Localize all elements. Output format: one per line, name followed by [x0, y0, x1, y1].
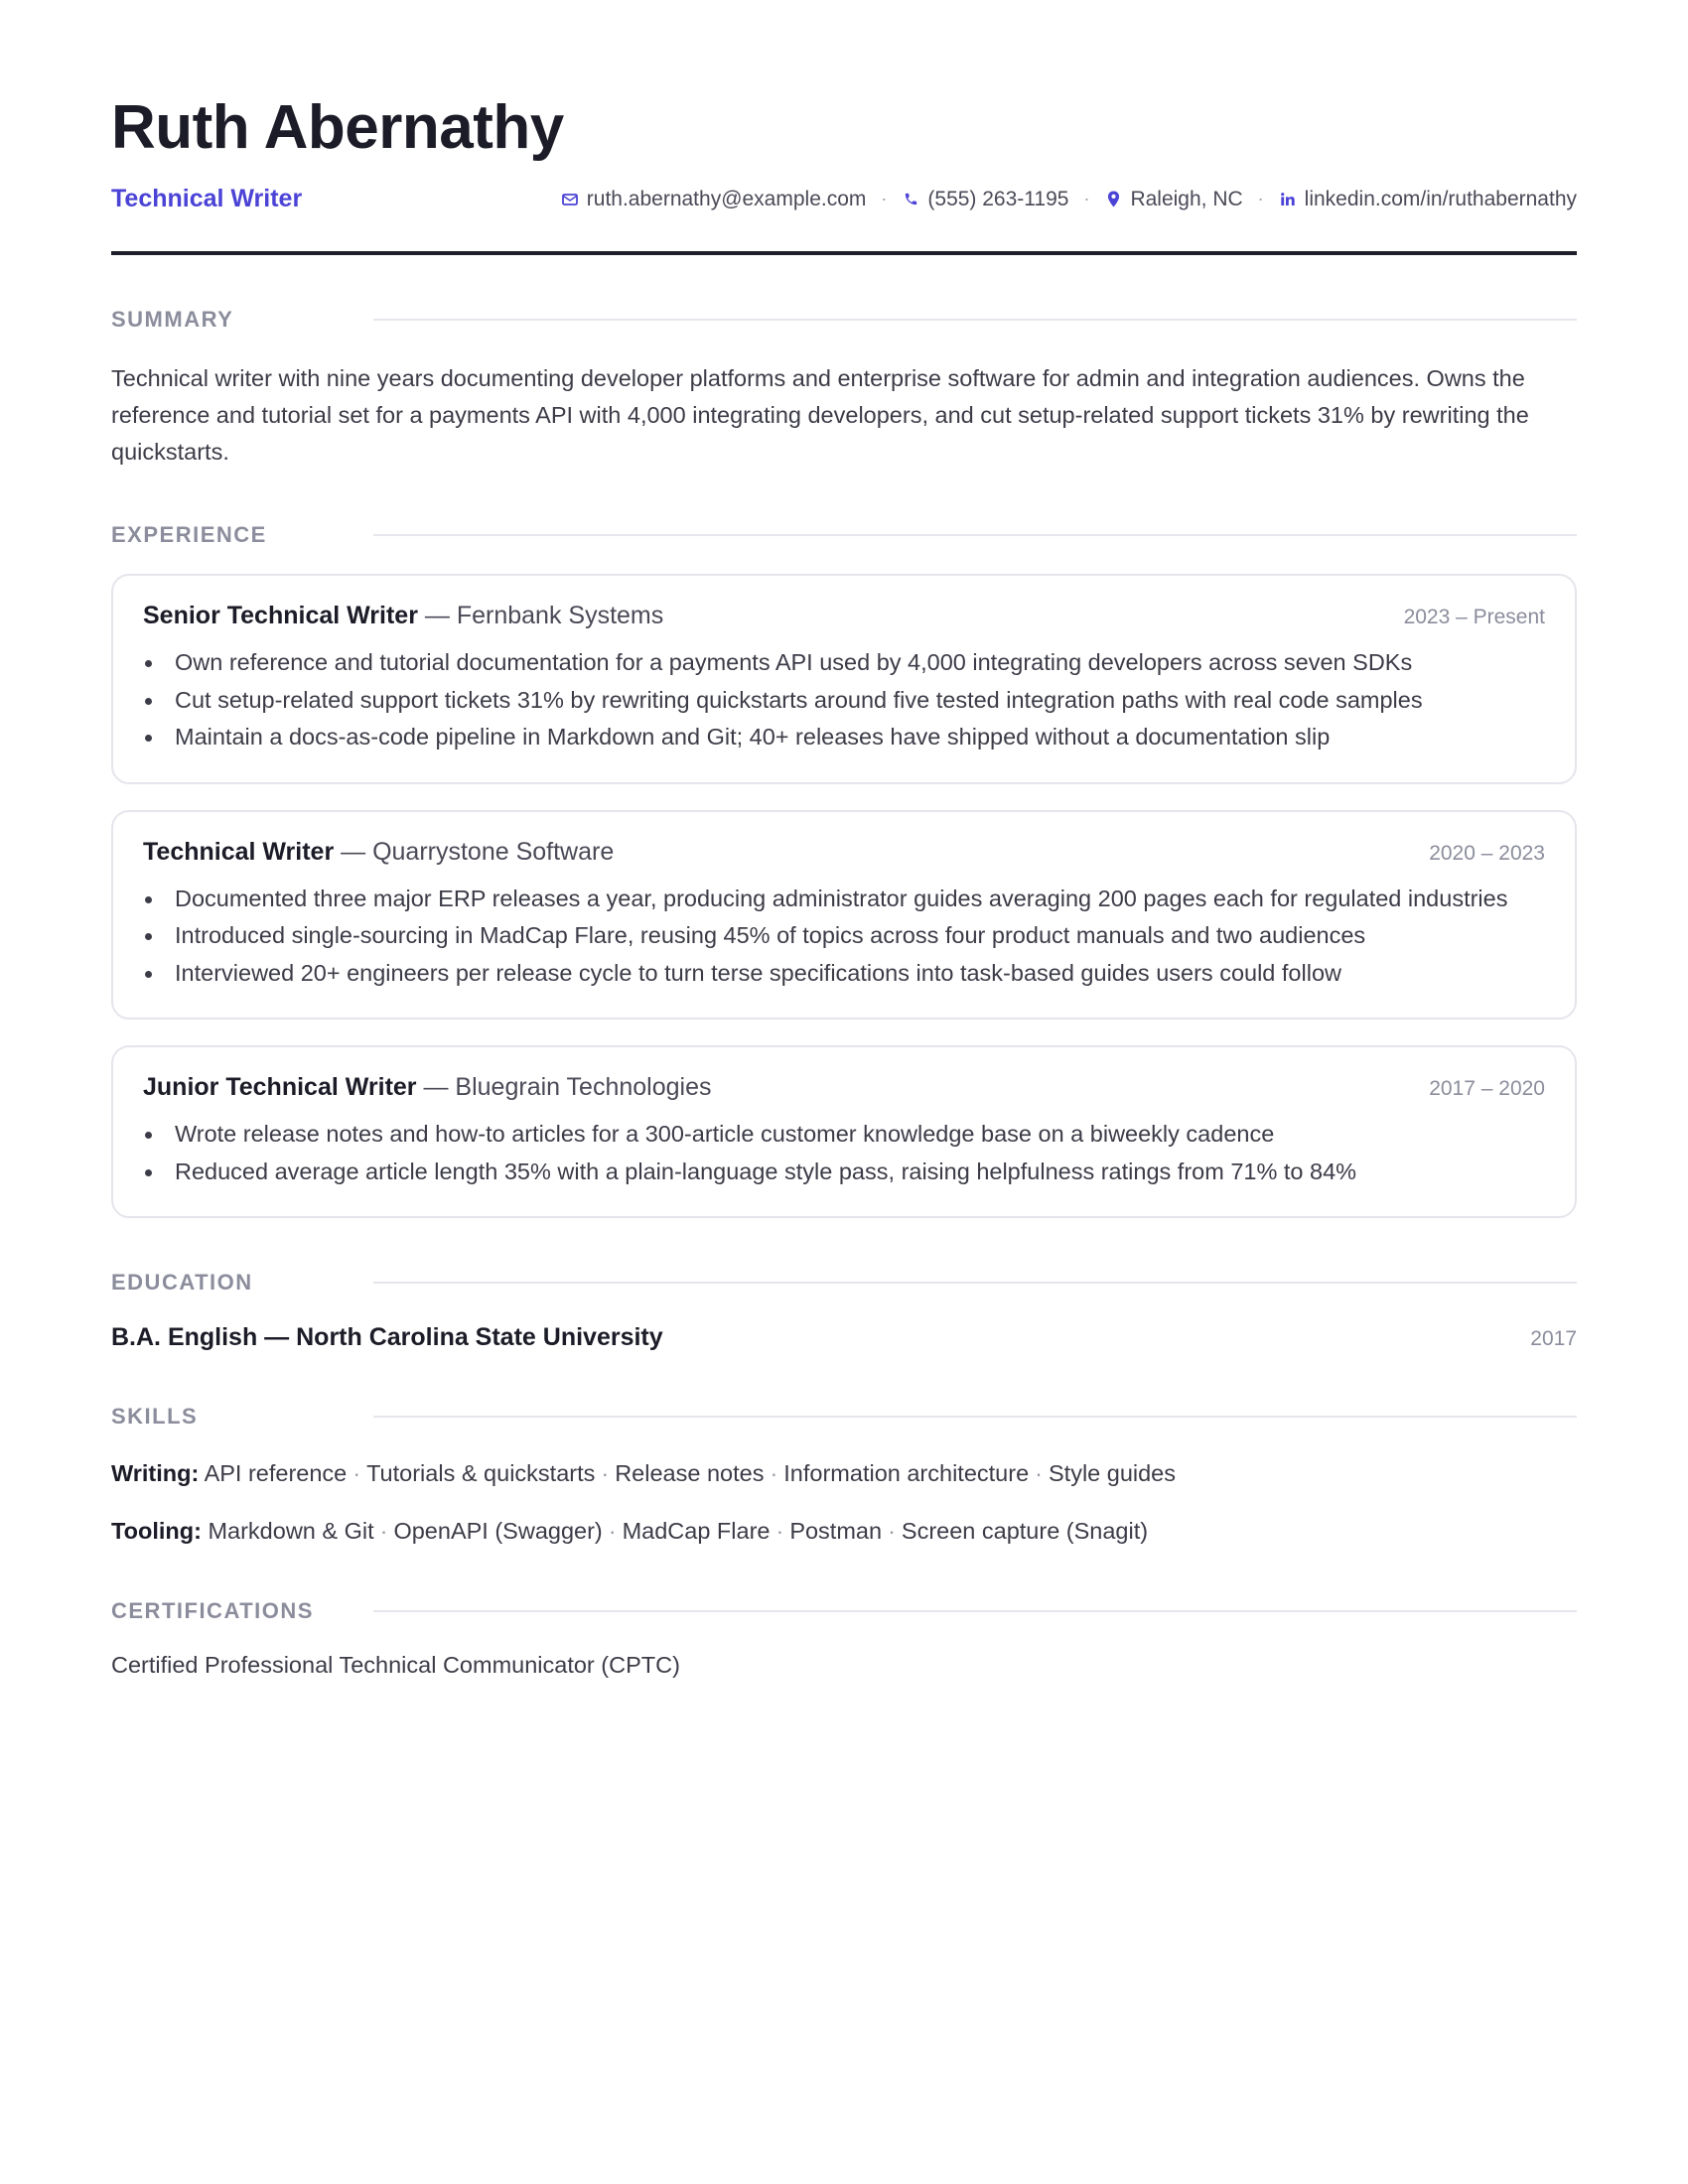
- job-header: [143, 1073, 1545, 1102]
- job-dates: 2020 – 2023: [1429, 841, 1545, 865]
- contact-linkedin-text: linkedin.com/in/ruthabernathy: [1304, 187, 1577, 210]
- job-bullets: [143, 644, 1545, 756]
- job-bullets: [143, 881, 1545, 993]
- contact-phone-text: (555) 263-1195: [927, 187, 1069, 210]
- contact-linkedin[interactable]: [1279, 188, 1577, 211]
- skills-tooling-row: [111, 1515, 1577, 1547]
- separator-dot: ·: [1257, 189, 1264, 208]
- list-item: Reduced average article length 35% with a plain-language style pass, raising helpfulness ratings from 71% to 84%: [143, 1154, 1545, 1191]
- section-experience-header: [111, 522, 1577, 548]
- education-degree: B.A. English — North Carolina State University: [111, 1323, 663, 1351]
- skills-tooling-label: Tooling:: [111, 1518, 202, 1544]
- section-title: SKILLS: [111, 1404, 199, 1429]
- contact-list: [561, 188, 1577, 211]
- page-title: Ruth Abernathy: [111, 93, 564, 162]
- education-year: 2017: [1530, 1327, 1577, 1350]
- separator-dot: ·: [601, 1460, 610, 1486]
- skill-item: Tutorials & quickstarts: [366, 1460, 596, 1486]
- list-item: Introduced single-sourcing in MadCap Flare, reusing 45% of topics across four product manuals and two audiences: [143, 917, 1545, 955]
- section-title: CERTIFICATIONS: [111, 1598, 314, 1623]
- job-bullets: [143, 1116, 1545, 1190]
- separator-dot: ·: [608, 1518, 617, 1544]
- experience-list: [111, 574, 1577, 1218]
- job-title: Senior Technical Writer: [143, 602, 418, 629]
- separator-dot: ·: [770, 1460, 778, 1486]
- contact-phone[interactable]: [902, 188, 1068, 211]
- skills-writing-row: [111, 1457, 1577, 1489]
- job-company: — Fernbank Systems: [417, 602, 664, 629]
- job-title-line: [143, 602, 663, 630]
- job-dates: 2017 – 2020: [1429, 1077, 1545, 1100]
- mail-icon: [561, 191, 579, 208]
- list-item: Own reference and tutorial documentation for a payments API used by 4,000 integrating developers across seven SDKs: [143, 644, 1545, 682]
- job-card: [111, 810, 1577, 1021]
- section-divider: [373, 1610, 1577, 1612]
- skill-item: Screen capture (Snagit): [901, 1518, 1149, 1544]
- skill-item: Release notes: [615, 1460, 765, 1486]
- job-company: — Quarrystone Software: [334, 837, 615, 866]
- skill-item: MadCap Flare: [622, 1518, 771, 1544]
- education-row: [111, 1323, 1577, 1352]
- linkedin-icon: [1279, 191, 1297, 208]
- skill-item: Style guides: [1048, 1460, 1177, 1486]
- certification-item: Certified Professional Technical Communicator (CPTC): [111, 1652, 680, 1678]
- separator-dot: ·: [775, 1518, 784, 1544]
- header-divider: [111, 251, 1577, 255]
- section-education-header: [111, 1270, 1577, 1296]
- summary-text: Technical writer with nine years documenting developer platforms and enterprise software for admin and integration audiences. Owns the reference and tutorial set for a payments API with 4,000 integrating developers, and cut setup-related support tickets 31% by rewriting the quickstarts.: [111, 365, 1529, 465]
- job-title-line: [143, 838, 614, 867]
- section-divider: [373, 1416, 1577, 1418]
- contact-location: [1104, 188, 1242, 211]
- skill-item: Markdown & Git: [208, 1518, 374, 1544]
- list-item: Cut setup-related support tickets 31% by rewriting quickstarts around five tested integration paths with real code samples: [143, 682, 1545, 720]
- phone-icon: [902, 191, 919, 208]
- section-title: EXPERIENCE: [111, 522, 267, 547]
- map-pin-icon: [1104, 191, 1122, 208]
- job-header: [143, 602, 1545, 630]
- section-divider: [373, 534, 1577, 536]
- section-certifications-header: [111, 1598, 1577, 1624]
- skill-item: Postman: [789, 1518, 883, 1544]
- header-row: [111, 185, 1577, 213]
- skill-item: OpenAPI (Swagger): [393, 1518, 603, 1544]
- separator-dot: ·: [881, 189, 888, 208]
- section-summary-header: [111, 307, 1577, 333]
- section-divider: [373, 1282, 1577, 1284]
- list-item: Interviewed 20+ engineers per release cycle to turn terse specifications into task-based guides users could follow: [143, 955, 1545, 993]
- separator-dot: ·: [888, 1518, 896, 1544]
- contact-email-text: ruth.abernathy@example.com: [586, 187, 867, 210]
- job-card: [111, 1045, 1577, 1218]
- separator-dot: ·: [1035, 1460, 1043, 1486]
- job-title-line: [143, 1073, 711, 1102]
- section-skills-header: [111, 1404, 1577, 1430]
- contact-email[interactable]: [561, 188, 867, 211]
- job-dates: 2023 – Present: [1403, 606, 1545, 628]
- separator-dot: ·: [352, 1460, 361, 1486]
- list-item: Maintain a docs-as-code pipeline in Markdown and Git; 40+ releases have shipped without a documentation slip: [143, 719, 1545, 756]
- job-title: Junior Technical Writer: [143, 1073, 417, 1101]
- job-card: [111, 574, 1577, 784]
- role-title: Technical Writer: [111, 185, 303, 212]
- section-title: SUMMARY: [111, 307, 234, 332]
- section-divider: [373, 319, 1577, 321]
- job-header: [143, 838, 1545, 867]
- skills-writing-label: Writing:: [111, 1460, 200, 1486]
- section-title: EDUCATION: [111, 1270, 253, 1295]
- job-title: Technical Writer: [143, 837, 335, 866]
- list-item: Documented three major ERP releases a year, producing administrator guides averaging 200 pages each for regulated industries: [143, 881, 1545, 918]
- list-item: Wrote release notes and how-to articles for a 300-article customer knowledge base on a biweekly cadence: [143, 1116, 1545, 1154]
- skill-item: Information architecture: [783, 1460, 1030, 1486]
- separator-dot: ·: [1083, 189, 1090, 208]
- contact-location-text: Raleigh, NC: [1130, 187, 1243, 210]
- separator-dot: ·: [379, 1518, 388, 1544]
- skill-item: API reference: [204, 1460, 348, 1486]
- job-company: — Bluegrain Technologies: [416, 1073, 712, 1101]
